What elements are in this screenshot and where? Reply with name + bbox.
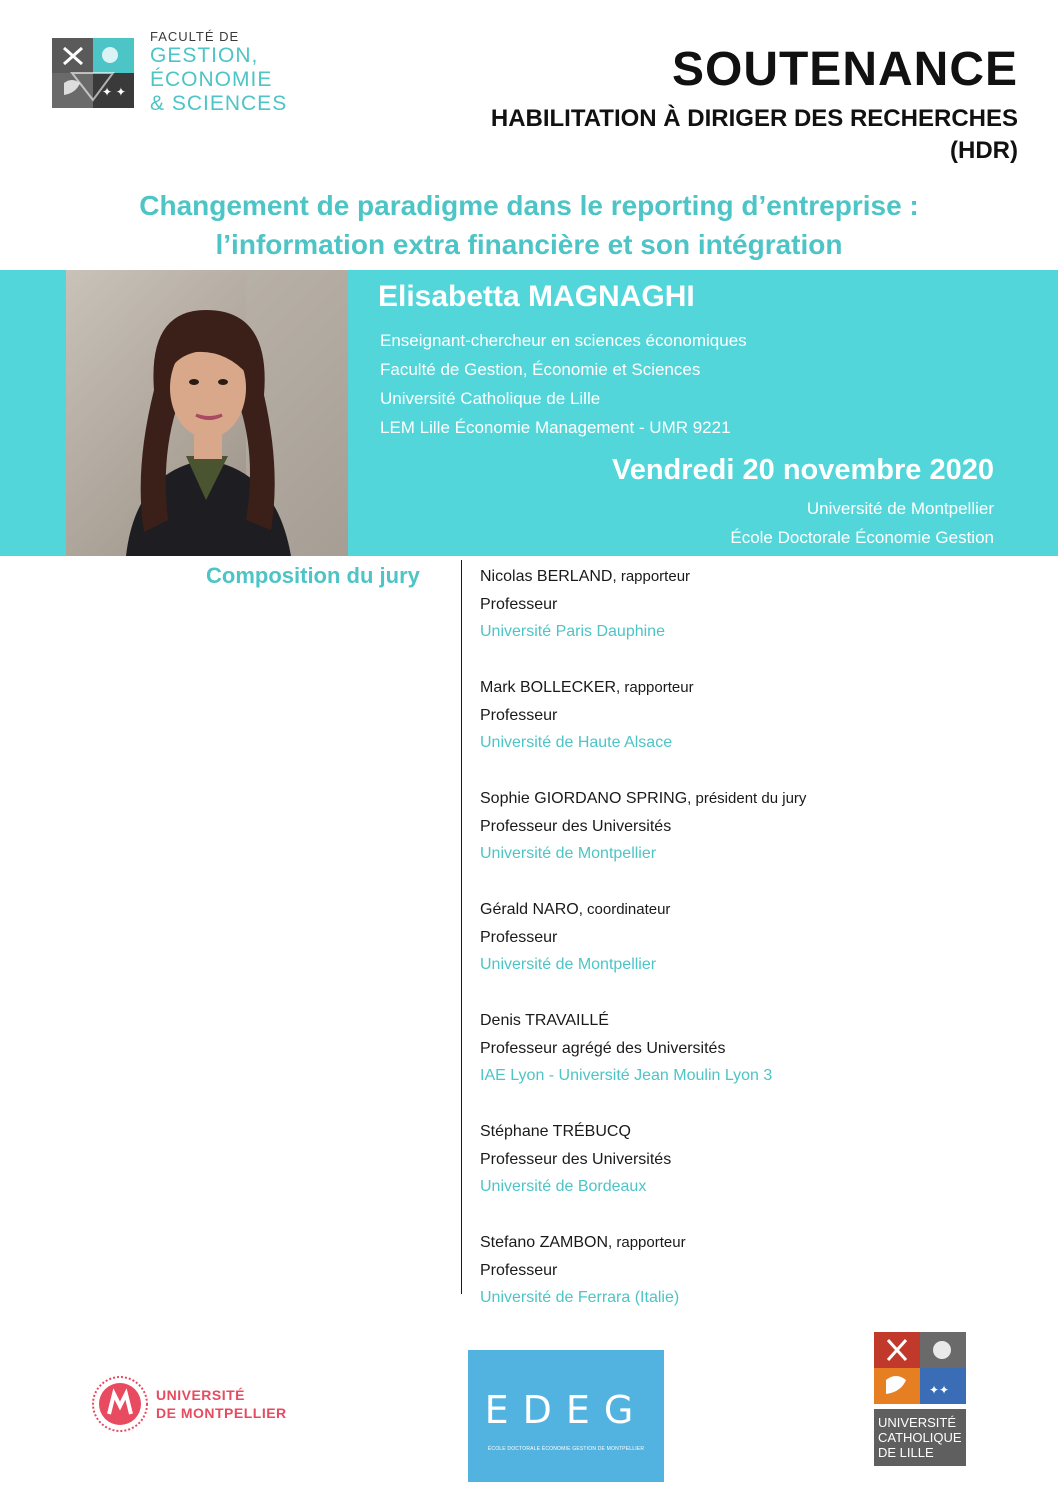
member-title: Professeur bbox=[480, 706, 558, 724]
jury-member bbox=[480, 1229, 686, 1312]
affiliation-line: Enseignant-chercheur en sciences économiques bbox=[380, 331, 747, 350]
member-name: Sophie GIORDANO SPRING bbox=[480, 790, 688, 807]
member-title: Professeur agrégé des Universités bbox=[480, 1039, 726, 1057]
member-institution: IAE Lyon - Université Jean Moulin Lyon 3 bbox=[480, 1067, 773, 1085]
member-title: Professeur bbox=[480, 928, 558, 946]
member-title: Professeur des Universités bbox=[480, 817, 672, 835]
jury-member bbox=[480, 674, 694, 757]
thesis-title-line-2: l’information extra financière et son intégration bbox=[215, 229, 843, 260]
member-name: Stefano ZAMBON bbox=[480, 1234, 609, 1251]
jury-member bbox=[480, 785, 806, 868]
edeg-letters: EDEG bbox=[484, 1388, 648, 1432]
ucl-logo-line-2: CATHOLIQUE bbox=[878, 1430, 962, 1445]
page-subtitle bbox=[491, 103, 1018, 167]
ucl-logo-line-1: UNIVERSITÉ bbox=[878, 1415, 957, 1430]
event-place-line-1: Université de Montpellier bbox=[806, 499, 994, 518]
jury-heading: Composition du jury bbox=[206, 563, 420, 588]
member-role: , rapporteur bbox=[612, 568, 691, 585]
candidate-affiliations bbox=[380, 326, 747, 442]
member-title: Professeur bbox=[480, 595, 558, 613]
subtitle-line-1: HABILITATION À DIRIGER DES RECHERCHES bbox=[490, 105, 1018, 132]
faculty-line-sciences: & SCIENCES bbox=[150, 92, 288, 115]
faculty-label: FACULTÉ DE bbox=[150, 29, 240, 44]
member-name: Denis TRAVAILLÉ bbox=[480, 1012, 609, 1029]
ucl-crest-icon bbox=[874, 1332, 966, 1404]
member-role: , rapporteur bbox=[608, 1234, 686, 1251]
faculty-line-gestion: GESTION, bbox=[150, 44, 259, 67]
montpellier-logo-line-2: DE MONTPELLIER bbox=[156, 1405, 287, 1421]
montpellier-university-logo bbox=[92, 1376, 287, 1432]
member-role: , coordinateur bbox=[578, 901, 671, 918]
event-place bbox=[730, 494, 994, 552]
event-date: Vendredi 20 novembre 2020 bbox=[611, 454, 994, 486]
member-institution: Université de Haute Alsace bbox=[480, 734, 673, 752]
member-role: , président du jury bbox=[687, 790, 807, 807]
edeg-caption: ÉCOLE DOCTORALE ÉCONOMIE GESTION DE MONTPELLIER bbox=[487, 1446, 645, 1452]
faculty-line-economie: ÉCONOMIE bbox=[150, 68, 273, 91]
member-name: Gérald NARO bbox=[480, 901, 579, 918]
affiliation-line: LEM Lille Économie Management - UMR 9221 bbox=[380, 418, 731, 437]
jury-member bbox=[480, 896, 670, 979]
candidate-photo bbox=[66, 270, 348, 556]
candidate-name: Elisabetta MAGNAGHI bbox=[378, 280, 695, 313]
catholic-university-lille-logo bbox=[874, 1332, 966, 1470]
faculty-crest-logo bbox=[52, 38, 134, 108]
subtitle-line-2: (HDR) bbox=[950, 137, 1018, 164]
member-title: Professeur bbox=[480, 1261, 558, 1279]
affiliation-line: Faculté de Gestion, Économie et Sciences bbox=[380, 360, 701, 379]
affiliation-line: Université Catholique de Lille bbox=[380, 389, 601, 408]
montpellier-seal-icon bbox=[92, 1376, 148, 1432]
member-name: Stéphane TRÉBUCQ bbox=[480, 1123, 631, 1140]
page-title: SOUTENANCE bbox=[671, 43, 1018, 96]
jury-member bbox=[480, 563, 690, 646]
ucl-logo-line-3: DE LILLE bbox=[878, 1445, 934, 1460]
member-institution: Université Paris Dauphine bbox=[480, 623, 665, 641]
jury-member bbox=[480, 1007, 772, 1090]
member-role: , rapporteur bbox=[616, 679, 694, 696]
svg-text:✦✦: ✦✦ bbox=[929, 1383, 950, 1397]
member-name: Mark BOLLECKER bbox=[480, 679, 617, 696]
jury-member bbox=[480, 1118, 671, 1201]
svg-text:✦ ✦: ✦ ✦ bbox=[102, 85, 126, 99]
thesis-title-line-1: Changement de paradigme dans le reporting d’entreprise : bbox=[139, 190, 919, 221]
member-institution: Université de Montpellier bbox=[480, 956, 657, 974]
member-institution: Université de Ferrara (Italie) bbox=[480, 1289, 680, 1307]
thesis-title bbox=[0, 186, 1058, 264]
edeg-logo bbox=[468, 1350, 664, 1482]
member-institution: Université de Bordeaux bbox=[480, 1178, 647, 1196]
montpellier-logo-line-1: UNIVERSITÉ bbox=[156, 1387, 246, 1403]
event-place-line-2: École Doctorale Économie Gestion bbox=[730, 528, 994, 547]
member-name: Nicolas BERLAND bbox=[480, 568, 613, 585]
jury-divider bbox=[461, 560, 462, 1294]
member-title: Professeur des Universités bbox=[480, 1150, 672, 1168]
faculty-name bbox=[150, 30, 287, 115]
member-institution: Université de Montpellier bbox=[480, 845, 657, 863]
